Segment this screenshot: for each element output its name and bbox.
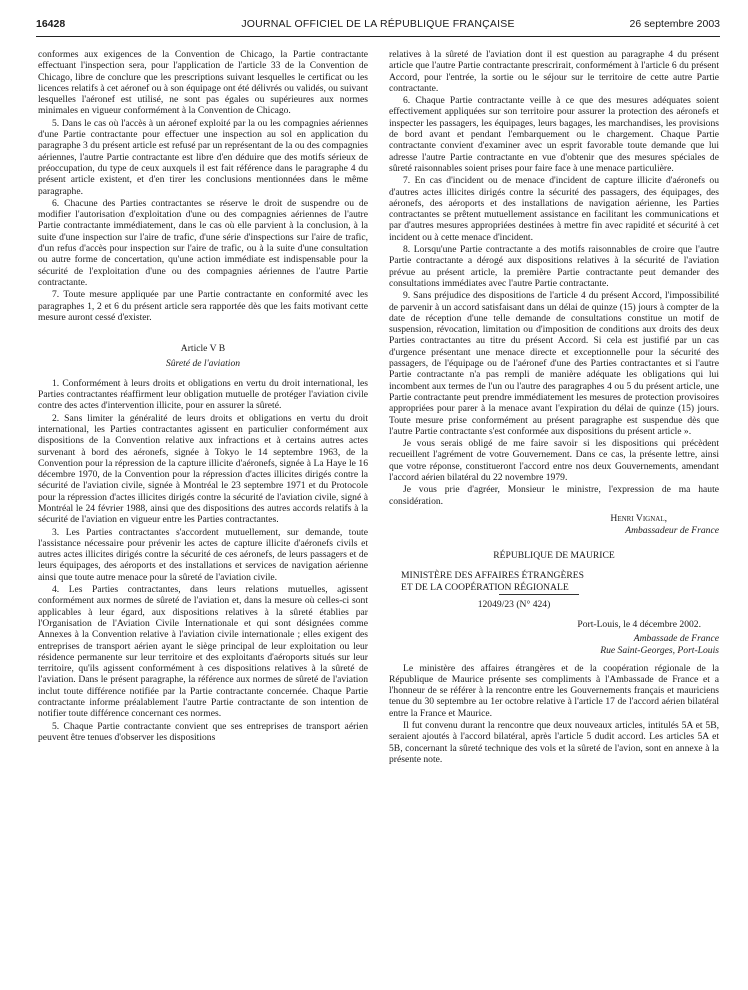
article-title: Article V B [180,343,226,355]
article-subtitle: Sûreté de l'aviation [165,358,241,370]
note-paragraph-1: Le ministère des affaires étrangères et de la coopération régionale de la République de Maurice présente ses compliments à l'Ambassade de France et a l'honneur de se référer à la rencontre entre les Gouvernements français et mauriciens tenue du 30 septembre au 1er octobre relative à l'article 17 de l'accord aérien bilatéral entre la France et Maurice. [389,662,719,719]
publication-date: 26 septembre 2003 [629,18,720,30]
signature-name: Henri Vignal, [610,512,667,524]
closing-paragraph-1: Je vous serais obligé de me faire savoir si les dispositions qui précèdent recueillent l'agrément de votre Gouvernement. Dans ce cas, la présente lettre, ainsi que votre réponse, constitueront l'accord entre nos deux Gouvernements, amendant l'accord aérien bilatéral du 22 novembre 1979. [389,438,719,483]
addressee-line-1: Ambassade de France [633,632,719,644]
article-b-paragraph-1: 1. Conformément à leurs droits et obligations en vertu du droit international, les Parties contractantes réaffirment leur obligation mutuelle de protéger l'aviation civile contre des actes d'intervention illicite, pour en assurer la sûreté. [38,377,368,412]
paragraph-continuation-right: relatives à la sûreté de l'aviation dont il est question au paragraphe 4 du présent article que l'autre Partie contractante prescrirait, conformément à l'article 6 du présent Accord, pour l'entrée, la sortie ou le séjour sur le territoire de cette autre Partie contractante. [389,49,719,94]
header-rule [36,36,720,37]
ministry-line-2: ET DE LA COOPÉRATION RÉGIONALE [401,582,569,594]
page-header [36,18,720,36]
paragraph-6: 6. Chacune des Parties contractantes se réserve le droit de suspendre ou de modifier l'autorisation d'exploitation d'une ou des compagnies aériennes de l'autre Partie contractante immédiatement, dans le cas où elle parvient à la conclusion, à la suite d'une inspection sur l'aire de trafic, d'une série d'inspections sur l'aire de trafic, d'un refus d'accès pour inspection sur l'aire de trafic, ou à la suite d'une consultation ou autre forme de concertation, qu'une action immédiate est indispensable pour la sécurité de l'exploitation d'une ou des compagnies aériennes de l'autre Partie contractante. [38,197,368,288]
closing-paragraph-2: Je vous prie d'agréer, Monsieur le ministre, l'expression de ma haute considération. [389,484,719,507]
right-column [389,49,719,766]
article-b-paragraph-9: 9. Sans préjudice des dispositions de l'article 4 du présent Accord, l'impossibilité de parvenir à un accord satisfaisant dans un délai de quinze (15) jours à compter de la date de réception d'une telle demande de consultations constitue un motif de suspension, révocation, limitation ou d'imposition de conditions aux droits des deux Parties contractantes au titre du présent Accord. Si cela est justifié par un cas d'urgence présentant une menace directe et exceptionnelle pour la sécurité des passagers, de l'équipage ou de l'aéronef d'une des Parties contractantes et si l'autre Partie contractante n'a pas rempli de manière adéquate les obligations qui lui incombent aux termes de l'un ou l'autre des paragraphes 4 ou 5 du présent article, une Partie contractante peut prendre immédiatement les mesures de protection provisoires appropriées pour parer à la menace avant l'expiration du délai de quinze (15) jours. Toute mesure prise conformément au présent paragraphe est suspendue dès que l'autre Partie contractante s'est conformée aux dispositions du présent article ». [389,290,719,437]
ministry-line-1: MINISTÈRE DES AFFAIRES ÉTRANGÈRES [401,569,584,581]
place-date: Port-Louis, le 4 décembre 2002. [577,618,701,630]
paragraph-continuation: conformes aux exigences de la Convention de Chicago, la Partie contractante effectuant l'inspection sera, pour l'application de l'article 33 de la Convention de Chicago, libre de conclure que les prescriptions suivant lesquelles le certificat ou les licences relatifs à cet aéronef ou à son équipage ont été délivrés ou validés, ou suivant lesquelles l'aéronef est utilisé, ne sont pas égales ou supérieures aux normes minimales en vigueur conformément à la Convention de Chicago. [38,49,368,117]
signature-role: Ambassadeur de France [625,525,719,537]
paragraph-5: 5. Dans le cas où l'accès à un aéronef exploité par la ou les compagnies aériennes d'une Partie contractante pour effectuer une inspection au sol en application du paragraphe 3 du présent article est refusé par un représentant de la ou des compagnies aériennes, l'autre Partie contractante est libre d'en déduire que des motifs sérieux de préoccupation, du type de ceux auxquels il est fait référence dans le paragraphe 4 du présent article existent, et d'en tirer les conclusions mentionnées dans le même paragraphe. [38,117,368,197]
reference-number: 12049/23 (N° 424) [477,599,551,611]
article-b-paragraph-3: 3. Les Parties contractantes s'accordent mutuellement, sur demande, toute l'assistance nécessaire pour prévenir les actes de capture illicite d'aéronefs civils et autres actes illicites dirigés contre la sécurité de ces aéronefs, de leurs passagers et de leurs équipages, des aéroports et des installations et services de navigation aérienne ainsi que toute autre menace pour la sûreté de l'aviation civile. [38,526,368,583]
article-b-paragraph-4: 4. Les Parties contractantes, dans leurs relations mutuelles, agissent conformément aux normes de sûreté de l'aviation et, dans la mesure où celles-ci sont applicables à leur égard, aux dispositions relatives à la sûreté établies par l'Organisation de l'Aviation Civile Internationale et qui sont désignées comme Annexes à la Convention relative à l'aviation civile internationale ; elles exigent des entreprises de transport aérien ayant le siège principal de leur exploitation ou leur résidence permanente sur leur territoire et des exploitants d'aéroports situés sur leur territoire, qu'ils agissent conformément à ces dispositions relatives à la sûreté de l'aviation. Dans le présent paragraphe, la référence aux normes de sûreté de l'aviation inclut toute différence notifiée par la Partie contractante concernée. Chaque Partie contractante informe préalablement l'autre Partie contractante de son intention de notifier toute différence concernant ces normes. [38,584,368,720]
ministry-rule [499,594,579,595]
page-number: 16428 [36,18,66,30]
article-b-paragraph-8: 8. Lorsqu'une Partie contractante a des motifs raisonnables de croire que l'autre Partie contractante a dérogé aux dispositions relatives à la sécurité de l'aviation prévue au présent article, la première Partie contractante peut demander des consultations immédiates avec l'autre Partie contractante. [389,244,719,289]
article-b-paragraph-5: 5. Chaque Partie contractante convient que ses entreprises de transport aérien peuvent être tenues d'observer les dispositions [38,720,368,743]
note-paragraph-2: Il fut convenu durant la rencontre que deux nouveaux articles, intitulés 5A et 5B, seraient ajoutés à l'accord bilatéral, après l'article 5 dudit accord. Les articles 5A et 5B, concernant la sûreté technique des vols et la sûreté de l'avion, sont en annexe à la présente note. [389,720,719,765]
article-b-paragraph-2: 2. Sans limiter la généralité de leurs droits et obligations en vertu du droit international, les Parties contractantes agissent en particulier conformément aux dispositions de la Convention relative aux infractions et à certains autres actes survenant à bord des aéronefs, signée à Tokyo le 14 septembre 1963, de la Convention pour la répression de la capture illicite d'aéronefs, signée à La Haye le 16 décembre 1970, de la Convention pour la répression d'actes illicites dirigés contre la sécurité de l'aviation civile, signée à Montréal le 23 septembre 1971 et du Protocole pour la répression d'actes illicites dirigés contre la sécurité de l'aviation civile, signé à Montréal le 24 février 1988, ainsi que des dispositions des autres accords relatifs à la sécurité de l'aviation en vigueur entre les Parties contractantes. [38,412,368,526]
article-b-paragraph-7: 7. En cas d'incident ou de menace d'incident de capture illicite d'aéronefs ou d'autres actes illicites dirigés contre la sécurité des passagers, des équipages, des aéronefs, des aéroports et des installations de navigation aérienne, les Parties contractantes se prêtent mutuellement assistance en facilitant les communications et par d'autres mesures appropriées destinées à mettre fin avec rapidité et sécurité à cet incident ou à cette menace d'incident. [389,175,719,243]
republic-heading: RÉPUBLIQUE DE MAURICE [493,550,615,562]
addressee-line-2: Rue Saint-Georges, Port-Louis [600,645,719,657]
left-column [38,49,368,744]
article-b-paragraph-6: 6. Chaque Partie contractante veille à ce que des mesures adéquates soient effectivement appliquées sur son territoire pour assurer la protection des aéronefs et inspecter les passagers, les équipages, leurs bagages, les marchandises, les provisions de bord avant et pendant l'embarquement ou le chargement. Chaque Partie contractante convient d'examiner avec un esprit favorable toute demande que lui adresse l'autre Partie contractante en vue d'obtenir que des mesures spéciales de sûreté raisonnables soient prises pour faire face à une menace particulière. [389,95,719,174]
paragraph-7: 7. Toute mesure appliquée par une Partie contractante en conformité avec les paragraphes 1, 2 et 6 du présent article sera rapportée dès que les faits motivant cette mesure auront cessé d'exister. [38,289,368,323]
journal-title: JOURNAL OFFICIEL DE LA RÉPUBLIQUE FRANÇAISE [241,18,515,30]
